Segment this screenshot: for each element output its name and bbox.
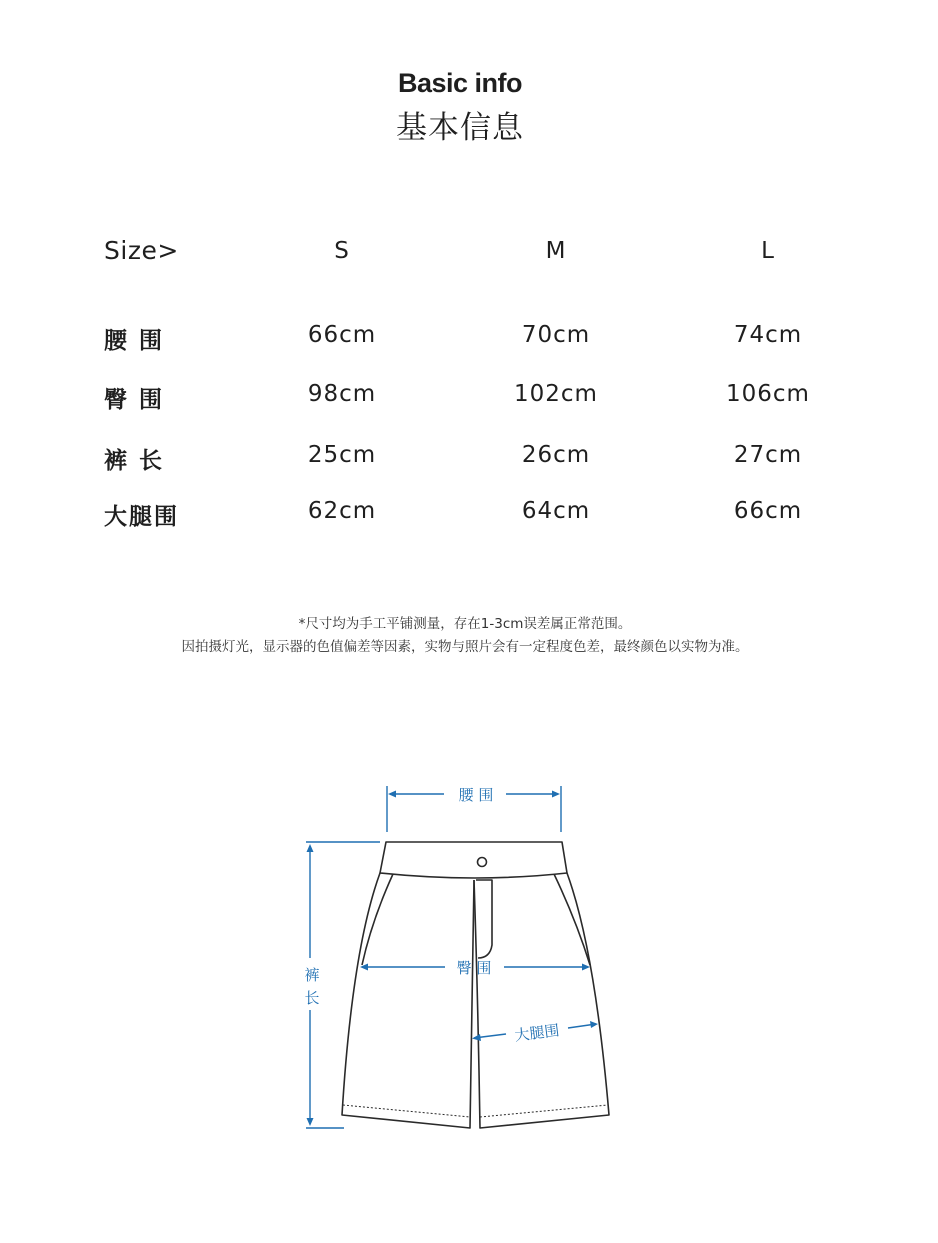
length-dimension-label-1: 裤 [304, 966, 320, 984]
table-cell: 64cm [521, 498, 591, 524]
table-cell: 106cm [726, 381, 810, 407]
table-cell: 26cm [521, 442, 591, 468]
page-title-chinese: 基本信息 [396, 110, 524, 146]
table-cell: 66cm [733, 498, 803, 524]
shorts-measurement-diagram [280, 770, 640, 1170]
row-label-hip: 臀 围 [104, 387, 165, 413]
page-title-english: Basic info [397, 68, 523, 98]
shorts-outline [342, 842, 609, 1128]
table-cell: 66cm [307, 322, 377, 348]
size-header-label: Size> [104, 236, 179, 265]
size-table [0, 0, 938, 560]
thigh-dimension-label: 大腿围 [513, 1021, 561, 1045]
color-disclaimer-note: 因拍摄灯光，显示器的色值偏差等因素，实物与照片会有一定程度色差，最终颜色以实物为准。 [181, 639, 749, 655]
table-cell: 62cm [307, 498, 377, 524]
table-cell: 74cm [733, 322, 803, 348]
size-header-s: S [334, 238, 350, 264]
row-label-thigh: 大腿围 [104, 504, 179, 530]
measurement-note: *尺寸均为手工平铺测量，存在1-3cm误差属正常范围。 [298, 616, 632, 632]
table-cell: 98cm [307, 381, 377, 407]
dimension-lines [306, 786, 598, 1128]
size-header-l: L [761, 238, 775, 264]
row-label-waist: 腰 围 [104, 328, 165, 354]
row-label-length: 裤 长 [104, 448, 165, 474]
table-cell: 70cm [521, 322, 591, 348]
hip-dimension-label: 臀 围 [456, 959, 492, 977]
waist-dimension-label: 腰 围 [458, 786, 494, 804]
table-cell: 25cm [307, 442, 377, 468]
table-cell: 27cm [733, 442, 803, 468]
table-cell: 102cm [514, 381, 598, 407]
size-header-m: M [545, 238, 567, 264]
length-dimension-label-2: 长 [304, 989, 320, 1007]
